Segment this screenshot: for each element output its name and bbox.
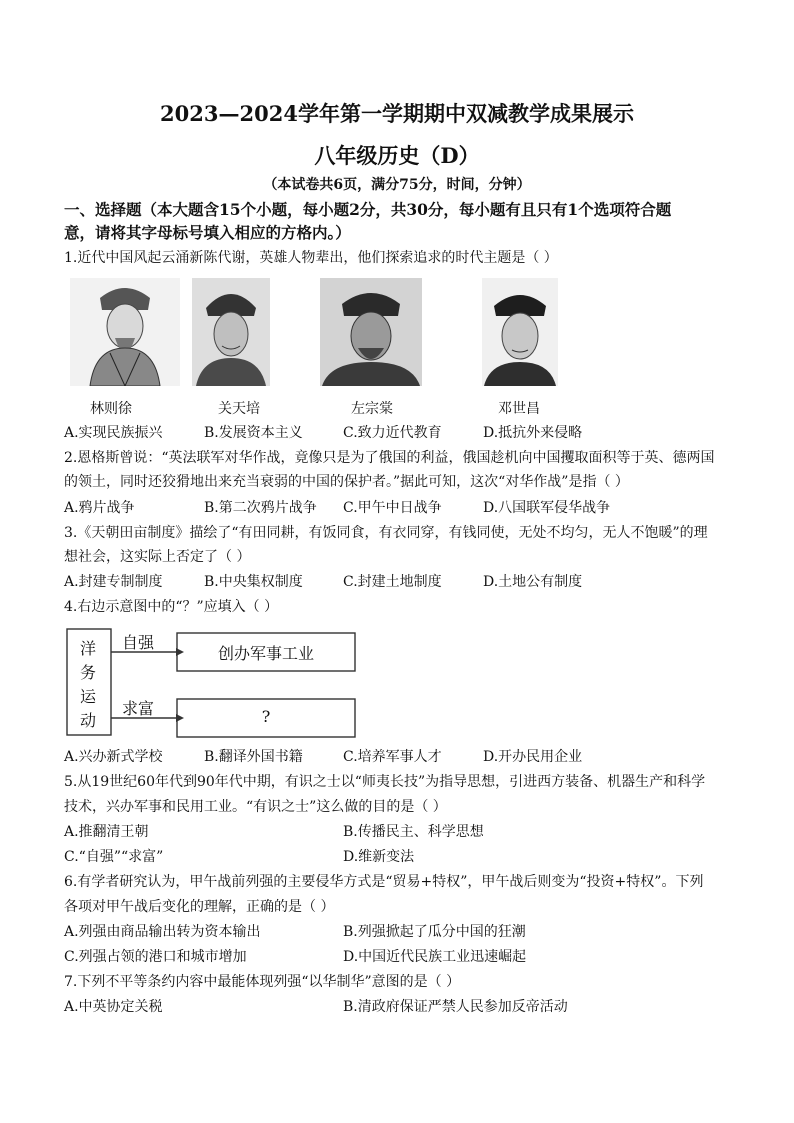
q1-option-b[interactable]: B.发展资本主义 [204,425,303,441]
q6-stem-line1: 6.有学者研究认为，甲午战前列强的主要侵华方式是“贸易+特权”，甲午战后则变为“投资+特权”。下列 [64,874,704,890]
q7-option-b[interactable]: B.清政府保证严禁人民参加反帝活动 [343,999,568,1015]
q2-option-c[interactable]: C.甲午中日战争 [343,500,442,516]
diagram-left-char-1: 洋 [80,639,97,658]
diagram-branch-label-2: 求富 [122,699,155,718]
q7-option-a[interactable]: A.中英协定关税 [64,999,163,1015]
q1-stem: 1.近代中国风起云涌新陈代谢，英雄人物辈出，他们探索追求的时代主题是（ ） [64,250,558,266]
portrait-lin-zexu [70,278,180,386]
portrait-zuo-zongtang [320,278,422,386]
q4-option-d[interactable]: D.开办民用企业 [483,749,583,765]
q5-option-a[interactable]: A.推翻清王朝 [64,824,149,840]
q5-stem-line2: 技术，兴办军事和民用工业。“有识之士”这么做的目的是（ ） [64,799,447,815]
diagram-left-char-3: 运 [80,687,97,706]
diagram-box-2: ? [261,707,271,726]
q2-option-d[interactable]: D.八国联军侵华战争 [483,500,611,516]
exam-subtitle: 八年级历史（D） [314,143,480,168]
q1-option-a[interactable]: A.实现民族振兴 [64,425,163,441]
q2-option-b[interactable]: B.第二次鸦片战争 [204,500,317,516]
q3-option-d[interactable]: D.土地公有制度 [483,574,583,590]
section-heading-line2: 意，请将其字母标号填入相应的方格内。） [64,223,351,242]
q4-option-c[interactable]: C.培养军事人才 [343,749,442,765]
q4-option-b[interactable]: B.翻译外国书籍 [204,749,303,765]
diagram-left-char-4: 动 [80,711,97,730]
q5-stem-line1: 5.从19世纪60年代到90年代中期，有识之士以“师夷长技”为指导思想，引进西方装备、机器生产和科学 [64,774,706,790]
q5-option-d[interactable]: D.维新变法 [343,849,415,865]
exam-note: （本试卷共6页，满分75分，时间，分钟） [263,177,531,193]
q3-option-c[interactable]: C.封建土地制度 [343,574,442,590]
diagram-branch-label-1: 自强 [122,633,155,652]
q3-stem-line1: 3.《天朝田亩制度》描绘了“有田同耕，有饭同食，有衣同穿，有钱同使，无处不均匀，无人不饱暖”的理 [64,525,708,541]
exam-title: 2023—2024学年第一学期期中双减教学成果展示 [160,101,634,126]
q6-stem-line2: 各项对甲午战后变化的理解，正确的是（ ） [64,899,335,915]
diagram-box-1: 创办军事工业 [217,644,314,663]
q5-option-b[interactable]: B.传播民主、科学思想 [343,824,484,840]
q3-option-b[interactable]: B.中央集权制度 [204,574,303,590]
q3-stem-line2: 想社会，这实际上否定了（ ） [64,549,251,565]
q4-diagram [66,626,358,738]
portrait-name-2: 关天培 [218,401,260,417]
q6-option-a[interactable]: A.列强由商品输出转为资本输出 [64,924,261,940]
portrait-deng-shichang [482,278,558,386]
q2-stem-line2: 的领土，同时还狡猾地出来充当衰弱的中国的保护者。”据此可知，这次“对华作战”是指（ ） [64,474,629,490]
diagram-left-char-2: 务 [80,663,97,682]
q2-stem-line1: 2.恩格斯曾说：“英法联军对华作战，竟像只是为了俄国的利益，俄国趁机向中国攫取面积等于英、德两国 [64,450,715,466]
q4-option-a[interactable]: A.兴办新式学校 [64,749,163,765]
q6-option-b[interactable]: B.列强掀起了瓜分中国的狂潮 [343,924,526,940]
q2-option-a[interactable]: A.鸦片战争 [64,500,135,516]
q4-stem: 4.右边示意图中的“？”应填入（ ） [64,599,279,615]
portrait-guan-tianpei [192,278,270,386]
q6-option-d[interactable]: D.中国近代民族工业迅速崛起 [343,949,527,965]
q7-stem: 7.下列不平等条约内容中最能体现列强“以华制华”意图的是（ ） [64,974,461,990]
q1-option-c[interactable]: C.致力近代教育 [343,425,442,441]
portrait-name-1: 林则徐 [90,401,132,417]
section-heading-line1: 一、选择题（本大题含15个小题，每小题2分，共30分，每小题有且只有1个选项符合题 [64,200,672,219]
q5-option-c[interactable]: C.“自强”“求富” [64,849,164,865]
q6-option-c[interactable]: C.列强占领的港口和城市增加 [64,949,247,965]
portrait-name-4: 邓世昌 [498,401,540,417]
portrait-name-3: 左宗棠 [351,401,393,417]
q1-option-d[interactable]: D.抵抗外来侵略 [483,425,583,441]
q3-option-a[interactable]: A.封建专制制度 [64,574,163,590]
